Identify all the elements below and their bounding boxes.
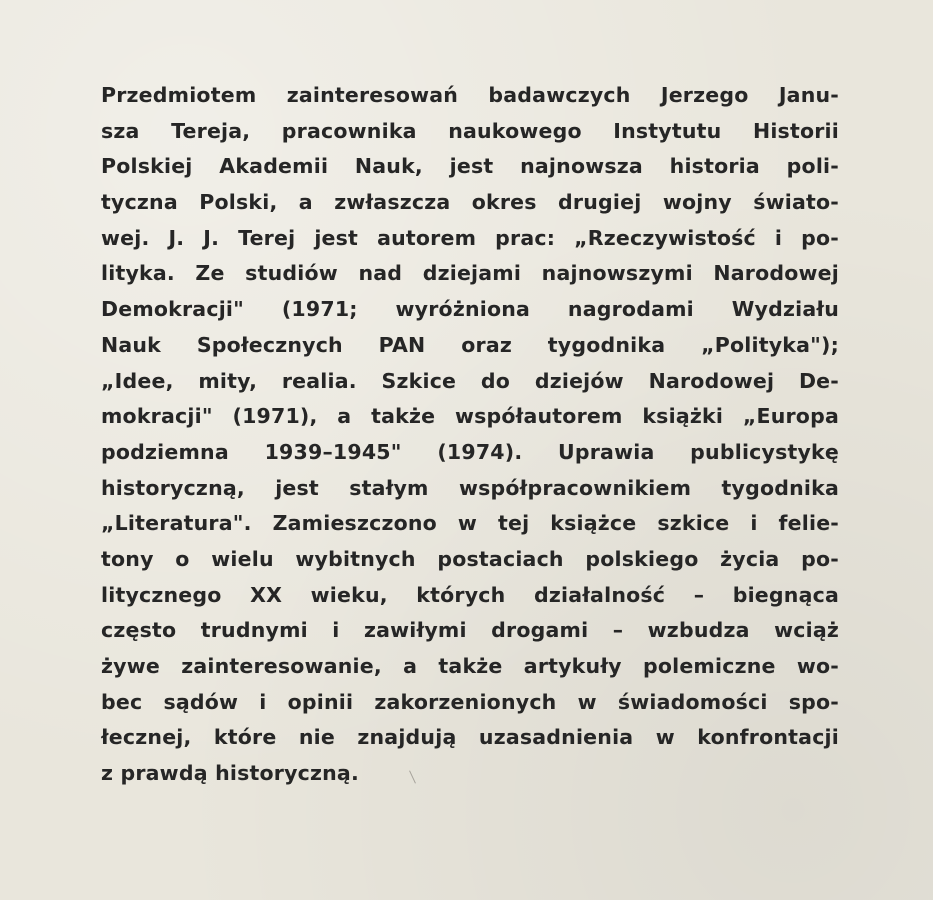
text-line: mokracji" (1971), a także współautorem książki „Europa: [101, 404, 839, 429]
text-line: „Literatura". Zamieszczono w tej książce szkice i felie-: [101, 511, 839, 536]
text-line: litycznego XX wieku, których działalność – biegnąca: [101, 582, 839, 607]
text-line: tyczna Polski, a zwłaszcza okres drugiej wojny świato-: [101, 190, 839, 215]
text-line: lityka. Ze studiów nad dziejami najnowszymi Narodowej: [101, 261, 839, 286]
text-line: z prawdą historyczną.: [101, 761, 359, 786]
text-line: tony o wielu wybitnych postaciach polskiego życia po-: [101, 546, 839, 571]
text-line: podziemna 1939–1945" (1974). Uprawia publicystykę: [101, 439, 839, 464]
text-line: często trudnymi i zawiłymi drogami – wzbudza wciąż: [101, 618, 839, 643]
text-line: bec sądów i opinii zakorzenionych w świadomości spo-: [101, 689, 839, 714]
text-line: historyczną, jest stałym współpracownikiem tygodnika: [101, 475, 839, 500]
body-text: [101, 78, 839, 792]
text-line: Nauk Społecznych PAN oraz tygodnika „Polityka");: [101, 332, 839, 357]
text-line: wej. J. J. Terej jest autorem prac: „Rzeczywistość i po-: [101, 225, 839, 250]
text-line: żywe zainteresowanie, a także artykuły polemiczne wo-: [101, 654, 839, 678]
text-line: łecznej, które nie znajdują uzasadnienia w konfrontacji: [101, 725, 839, 750]
text-line: Demokracji" (1971; wyróżniona nagrodami Wydziału: [101, 297, 839, 322]
text-line: Polskiej Akademii Nauk, jest najnowsza historia poli-: [101, 154, 839, 179]
text-line: sza Tereja, pracownika naukowego Instytutu Historii: [101, 118, 839, 143]
text-line: „Idee, mity, realia. Szkice do dziejów Narodowej De-: [101, 368, 839, 393]
text-line: Przedmiotem zainteresowań badawczych Jerzego Janu-: [101, 83, 839, 107]
